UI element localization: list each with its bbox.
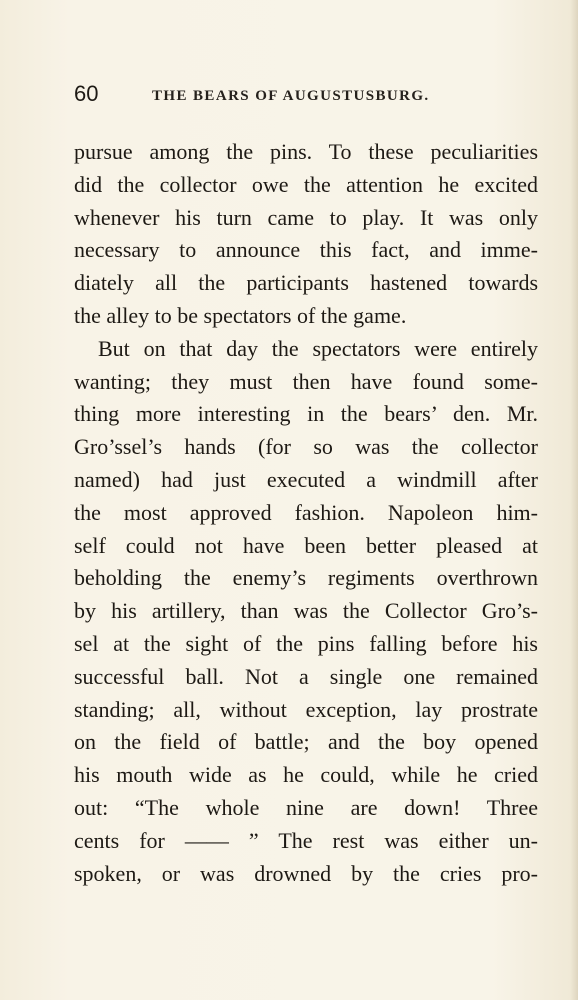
- text-line: the most approved fashion. Napoleon him-: [74, 499, 538, 525]
- text-line: his mouth wide as he could, while he cried: [74, 762, 538, 788]
- body-text: [74, 136, 538, 890]
- text-line: on the field of battle; and the boy opened: [74, 729, 538, 755]
- page-header: [74, 80, 544, 110]
- text-line: named) had just executed a windmill after: [74, 466, 538, 492]
- text-line: whenever his turn came to play. It was only: [74, 204, 538, 230]
- text-line: standing; all, without exception, lay prostrate: [74, 696, 538, 722]
- text-line: out: “The whole nine are down! Three: [74, 794, 538, 820]
- page-edge-shadow: [570, 0, 578, 1000]
- text-line: But on that day the spectators were entirely: [98, 335, 538, 361]
- text-line: successful ball. Not a single one remained: [74, 663, 538, 689]
- page-number: 60: [74, 81, 99, 106]
- text-line: by his artillery, than was the Collector Gro’s-: [74, 598, 538, 624]
- text-line: necessary to announce this fact, and imme-: [74, 237, 538, 263]
- text-line: cents for —— ” The rest was either un-: [74, 827, 538, 853]
- text-line: pursue among the pins. To these peculiarities: [74, 139, 538, 164]
- text-line: thing more interesting in the bears’ den. Mr.: [74, 401, 538, 427]
- text-line: beholding the enemy’s regiments overthrown: [74, 565, 538, 591]
- text-line: wanting; they must then have found some-: [74, 368, 538, 394]
- running-title: THE BEARS OF AUGUSTUSBURG.: [152, 88, 430, 104]
- text-line: spoken, or was drowned by the cries pro-: [74, 860, 538, 886]
- text-line: the alley to be spectators of the game.: [74, 302, 407, 328]
- text-line: did the collector owe the attention he excited: [74, 171, 538, 197]
- text-line: Gro’ssel’s hands (for so was the collector: [74, 434, 538, 460]
- text-line: self could not have been better pleased at: [74, 532, 538, 558]
- text-line: diately all the participants hastened towards: [74, 270, 538, 296]
- text-line: sel at the sight of the pins falling before his: [74, 630, 538, 656]
